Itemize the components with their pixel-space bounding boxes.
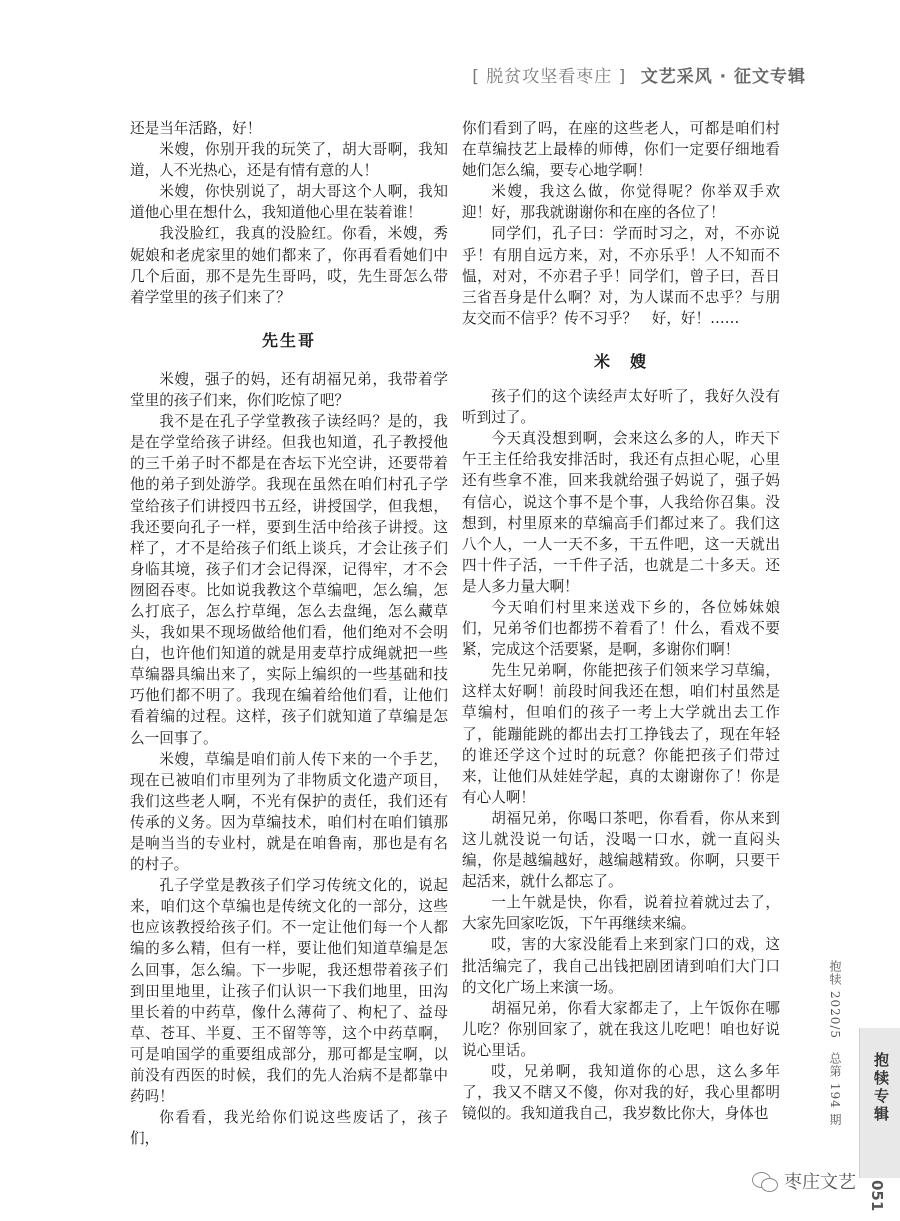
section-heading: 先生哥 [261, 330, 316, 350]
issue-info: 抱犊 2020/5 总第 194 期 [828, 960, 842, 1127]
section-tab-label: 抱犊专辑 [872, 1052, 890, 1124]
right-column [462, 118, 780, 1124]
paragraph: 同学们，孔子曰：学而时习之，对，不亦说乎！有朋自远方来，对，不亦乐乎！人不知而不愠，对对，不亦君子乎！同学们，曾子曰，吾日三省吾身是什么啊？对，为人谋而不忠乎？与朋友交而不信乎？传不习乎？ 好，好！…… [462, 225, 780, 327]
paragraph: 孔子学堂是教孩子们学习传统文化的，说起来，咱们这个草编也是传统文化的一部分，这些也应该教授给孩子们。不一定让他们每一个人都编的多么精，但有一样，要让他们知道草编是怎么回事，怎么编。下一步呢，我还想带着孩子们到田里地里，让孩子们认识一下我们地里，田沟里长着的中药草，像什么薄荷了、枸杞了、益母草、苍耳、半夏、王不留等等，这个中药草啊，可是咱国学的重要组成部分，那可都是宝啊，以前没有西医的时候，我们的先人治病不是都靠中药吗！ [130, 877, 448, 1106]
paragraph: 还是当年活路，好！ [130, 120, 262, 137]
paragraph: 今天真没想到啊，会来这么多的人，昨天下午王主任给我安排活时，我还有点担心呢，心里还有些拿不准，回来我就给强子妈说了，强子妈有信心，说这个事不是个事，人我给你召集。没想到，村里原来的草编高手们都过来了。我们这八个人，一人一天不多，干五件吧，这一天就出四十件子活，一千件子活，也就是二十多天。还是人多力量大啊！ [462, 430, 780, 595]
paragraph: 我不是在孔子学堂教孩子读经吗？是的，我是在学堂给孩子讲经。但我也知道，孔子教授他的三千弟子时不都是在杏坛下光空讲，还要带着他的弟子到处游学。我现在虽然在咱们村孔子学堂给孩子们讲授四书五经，讲授国学，但我想，我还要向孔子一样，要到生活中给孩子讲授。这样了，才不是给孩子们纸上谈兵，才会让孩子们身临其境，孩子们才会记得深，记得牢，才不会囫囵吞枣。比如说我教这个草编吧，怎么编，怎么打底子，怎么拧草绳，怎么去盘绳，怎么藏草头，我如果不现场做给他们看，他们绝对不会明白，也许他们知道的就是用麦草拧成绳就把一些草编器具编出来了，实际上编织的一些基础和技巧他们都不明了。我现在编着给他们看，让他们看着编的过程。这样，孩子们就知道了草编是怎么一回事了。 [130, 413, 448, 747]
paragraph: 今天咱们村里来送戏下乡的，各位姊妹娘们，兄弟爷们也都捞不着看了！什么，看戏不要紧，完成这个活要紧，是啊，多谢你们啊！ [462, 598, 780, 659]
section-heading: 米 嫂 [593, 351, 648, 371]
paragraph: 米嫂，你别开我的玩笑了，胡大哥啊，我知道，人不光热心，还是有情有意的人！ [130, 141, 448, 180]
paragraph: 米嫂，你快别说了，胡大哥这个人啊，我知道他心里在想什么，我知道他心里在装着谁！ [130, 183, 448, 222]
watermark-text: 枣庄文艺 [784, 1172, 856, 1193]
paragraph: 你看看，我光给你们说这些废话了，孩子们， [130, 1109, 448, 1148]
paragraph: 先生兄弟啊，你能把孩子们领来学习草编，这样太好啊！前段时间我还在想，咱们村虽然是草编村，但咱们的孩子一考上大学就出去工作了，能蹦能跳的都出去打工挣钱去了，现在年轻的谁还学这个过时的玩意？你能把孩子们带过来，让他们从娃娃学起，真的太谢谢你了！你是有心人啊！ [462, 662, 780, 806]
paragraph: 米嫂，我这么做，你觉得呢？你举双手欢迎！好，那我就谢谢你和在座的各位了！ [462, 183, 780, 222]
paragraph: 一上午就是快，你看，说着拉着就过去了，大家先回家吃饭，下午再继续来编。 [462, 894, 780, 933]
section-title: 文艺采风 · 征文专辑 [640, 67, 806, 87]
left-column [130, 118, 448, 1149]
page-number: 051 [868, 1180, 886, 1212]
paragraph: 米嫂，强子的妈，还有胡福兄弟，我带着学堂里的孩子们来，你们吃惊了吧？ [130, 370, 448, 410]
page-header [472, 62, 806, 87]
paragraph: 胡福兄弟，你喝口茶吧，你看看，你从来到这儿就没说一句话，没喝一口水，就一直闷头编，你是越编越好，越编越精致。你啊，只要干起活来，就什么都忘了。 [462, 809, 780, 891]
watermark [752, 1168, 856, 1194]
paragraph: 我没脸红，我真的没脸红。你看，米嫂，秀妮娘和老虎家里的她们都来了，你再看看她们中几个后面，那不是先生哥吗，哎，先生哥怎么带着学堂里的孩子们来了？ [130, 225, 448, 306]
paragraph: 米嫂，草编是咱们前人传下来的一个手艺，现在已被咱们市里列为了非物质文化遗产项目，我们这些老人啊，不光有保护的责任，我们还有传承的义务。因为草编技术，咱们村在咱们镇那是响当当的专业村，就是在咱鲁南，那也是有名的村子。 [130, 750, 448, 874]
paragraph: 胡福兄弟，你看大家都走了，上午饭你在哪儿吃？你别回家了，就在我这儿吃吧！咱也好说说心里话。 [462, 999, 780, 1059]
series-title: [ 脱贫攻坚看枣庄 ] [472, 67, 627, 87]
paragraph: 孩子们的这个读经声太好听了，我好久没有听到过了。 [462, 388, 780, 427]
paragraph: 哎，害的大家没能看上来到家门口的戏，这批活编完了，我自己出钱把剧团请到咱们大门口的文化广场上来演一场。 [462, 936, 780, 996]
paragraph: 哎，兄弟啊，我知道你的心思，这么多年了，我又不瞎又不傻，你对我的好，我心里都明镜似的。我知道我自己，我岁数比你大，身体也 [462, 1063, 780, 1123]
wechat-icon [752, 1170, 778, 1192]
paragraph: 你们看到了吗，在座的这些老人，可都是咱们村在草编技艺上最棒的师傅，你们一定要仔细地看她们怎么编，要专心地学啊！ [462, 120, 780, 180]
